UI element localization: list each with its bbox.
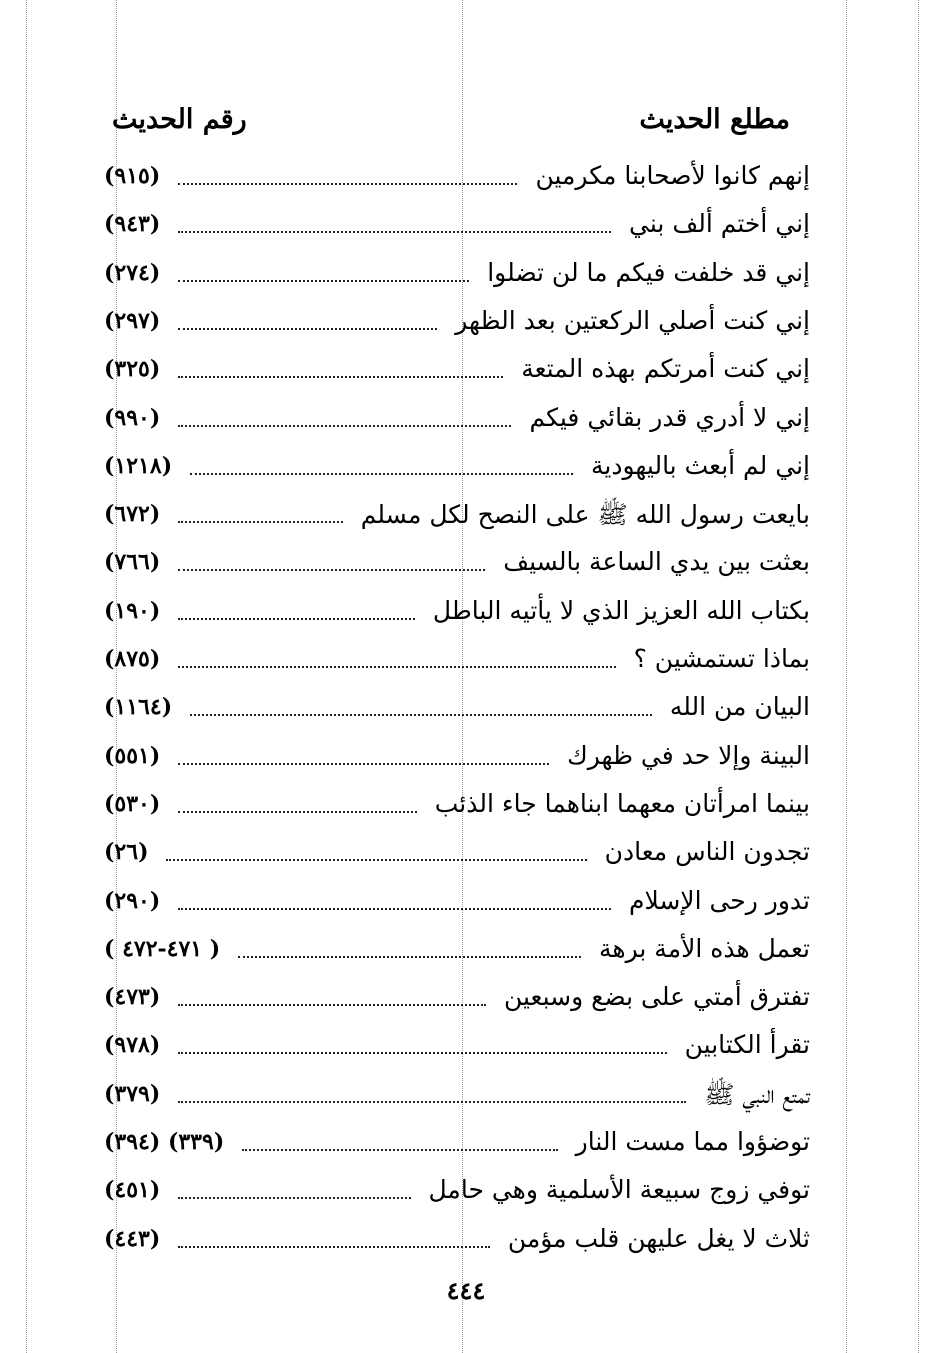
dot-leader [178, 231, 611, 233]
hadith-number: (٢٦) [104, 839, 149, 866]
hadith-first-words: بينما امرأتان معهما ابناهما جاء الذئب [434, 788, 810, 818]
index-entry [0, 252, 932, 300]
index-entry [0, 1024, 932, 1072]
hadith-first-words: تقرأ الكتابين [684, 1030, 810, 1060]
dot-leader [238, 956, 581, 958]
dot-leader [178, 811, 416, 813]
hadith-first-words: إني كنت أمرتكم بهذه المتعة [521, 354, 810, 384]
dot-leader [178, 618, 415, 620]
column-heading-first-words: مطلع الحديث [639, 104, 790, 135]
dot-leader [178, 666, 615, 668]
index-entry [0, 397, 932, 445]
hadith-number: (٣٣٩) (٣٩٤) [104, 1129, 225, 1155]
dot-leader [178, 280, 469, 282]
hadith-number: (٣٢٥) [104, 356, 161, 383]
dot-leader [178, 1197, 410, 1199]
index-entry [0, 1218, 932, 1266]
hadith-first-words: إني لم أبعث باليهودية [590, 450, 810, 480]
hadith-first-words: تفترق أمتي على بضع وسبعين [503, 982, 810, 1012]
hadith-number: (٢٧٤) [104, 259, 161, 286]
hadith-number: (٧٦٦) [104, 549, 161, 576]
hadith-first-words: بماذا تستمشين ؟ [633, 644, 810, 673]
index-entry [0, 300, 932, 348]
hadith-first-words: تجدون الناس معادن [604, 837, 810, 867]
dot-leader [190, 473, 573, 475]
hadith-first-words: بعثت بين يدي الساعة بالسيف [503, 547, 810, 577]
hadith-first-words: البيان من الله [669, 692, 810, 722]
index-entry [0, 541, 932, 589]
hadith-number: (٩٩٠) [104, 404, 161, 431]
index-entry [0, 348, 932, 396]
index-entry [0, 735, 932, 783]
index-entry [0, 493, 932, 541]
hadith-number: ( ٤٧١-٤٧٢ ) [104, 935, 221, 962]
index-entry [0, 831, 932, 879]
hadith-first-words: بايعت رسول الله ﷺ على النصح لكل مسلم [360, 500, 810, 530]
hadith-number: (١١٦٤) [104, 694, 173, 721]
dot-leader [178, 1101, 686, 1103]
dot-leader [178, 1246, 490, 1248]
dot-leader [166, 859, 586, 861]
dot-leader [178, 1052, 666, 1054]
hadith-number: (٦٧٢) [104, 501, 161, 528]
hadith-first-words: إني كنت أصلي الركعتين بعد الظهر [455, 305, 810, 335]
dot-leader [178, 569, 485, 571]
column-heading-number: رقم الحديث [112, 104, 247, 135]
hadith-first-words: تمتع النبي ﷺ [704, 1079, 810, 1109]
hadith-first-words: إنهم كانوا لأصحابنا مكرمين [535, 161, 810, 190]
hadith-number: (٤٤٣) [104, 1225, 161, 1252]
dot-leader [178, 1004, 486, 1006]
hadith-number: (٢٩٧) [104, 307, 161, 334]
index-entry [0, 1121, 932, 1169]
dot-leader [190, 714, 652, 716]
hadith-number: (٩٤٣) [104, 211, 161, 238]
index-entry [0, 155, 932, 203]
hadith-number: (٥٥١) [104, 742, 161, 769]
dot-leader [178, 521, 342, 523]
index-entry [0, 203, 932, 251]
hadith-first-words: توضؤوا مما مست النار [575, 1127, 810, 1156]
hadith-first-words: ثلاث لا يغل عليهن قلب مؤمن [507, 1223, 810, 1253]
index-entry [0, 686, 932, 734]
index-entry [0, 976, 932, 1024]
hadith-first-words: توفي زوج سبيعة الأسلمية وهي حامل [428, 1175, 810, 1205]
hadith-first-words: تدور رحى الإسلام [628, 885, 810, 915]
hadith-first-words: بكتاب الله العزيز الذي لا يأتيه الباطل [432, 595, 810, 625]
dot-leader [178, 425, 511, 427]
hadith-number: (١٢١٨) [104, 452, 173, 479]
hadith-number: (١٩٠) [104, 597, 161, 624]
index-entry [0, 445, 932, 493]
hadith-number: (٤٧٣) [104, 984, 161, 1011]
dot-leader [178, 183, 517, 185]
index-entry [0, 638, 932, 686]
page-number: ٤٤٤ [446, 1276, 486, 1305]
hadith-number: (٥٣٠) [104, 790, 161, 817]
hadith-number: (٩٧٨) [104, 1032, 161, 1059]
hadith-first-words: إني لا أدري قدر بقائي فيكم [529, 402, 810, 432]
hadith-first-words: البينة وإلا حد في ظهرك [567, 740, 810, 770]
index-entry [0, 1169, 932, 1217]
hadith-first-words: تعمل هذه الأمة برهة [599, 933, 810, 963]
index-entry [0, 1073, 932, 1121]
hadith-number: (٩١٥) [104, 163, 161, 189]
hadith-number: (٢٩٠) [104, 887, 161, 914]
hadith-number: (٣٧٩) [104, 1080, 161, 1107]
hadith-first-words: إني قد خلفت فيكم ما لن تضلوا [487, 257, 810, 287]
dot-leader [178, 328, 437, 330]
index-entry [0, 783, 932, 831]
index-entry [0, 880, 932, 928]
hadith-first-words: إني أختم ألف بني [629, 209, 810, 239]
hadith-number: (٨٧٥) [104, 646, 161, 672]
index-header [0, 104, 932, 144]
dot-leader [178, 763, 549, 765]
dot-leader [178, 376, 503, 378]
hadith-number: (٤٥١) [104, 1177, 161, 1204]
dot-leader [242, 1149, 557, 1151]
index-entry [0, 928, 932, 976]
index-entry [0, 590, 932, 638]
dot-leader [178, 908, 611, 910]
